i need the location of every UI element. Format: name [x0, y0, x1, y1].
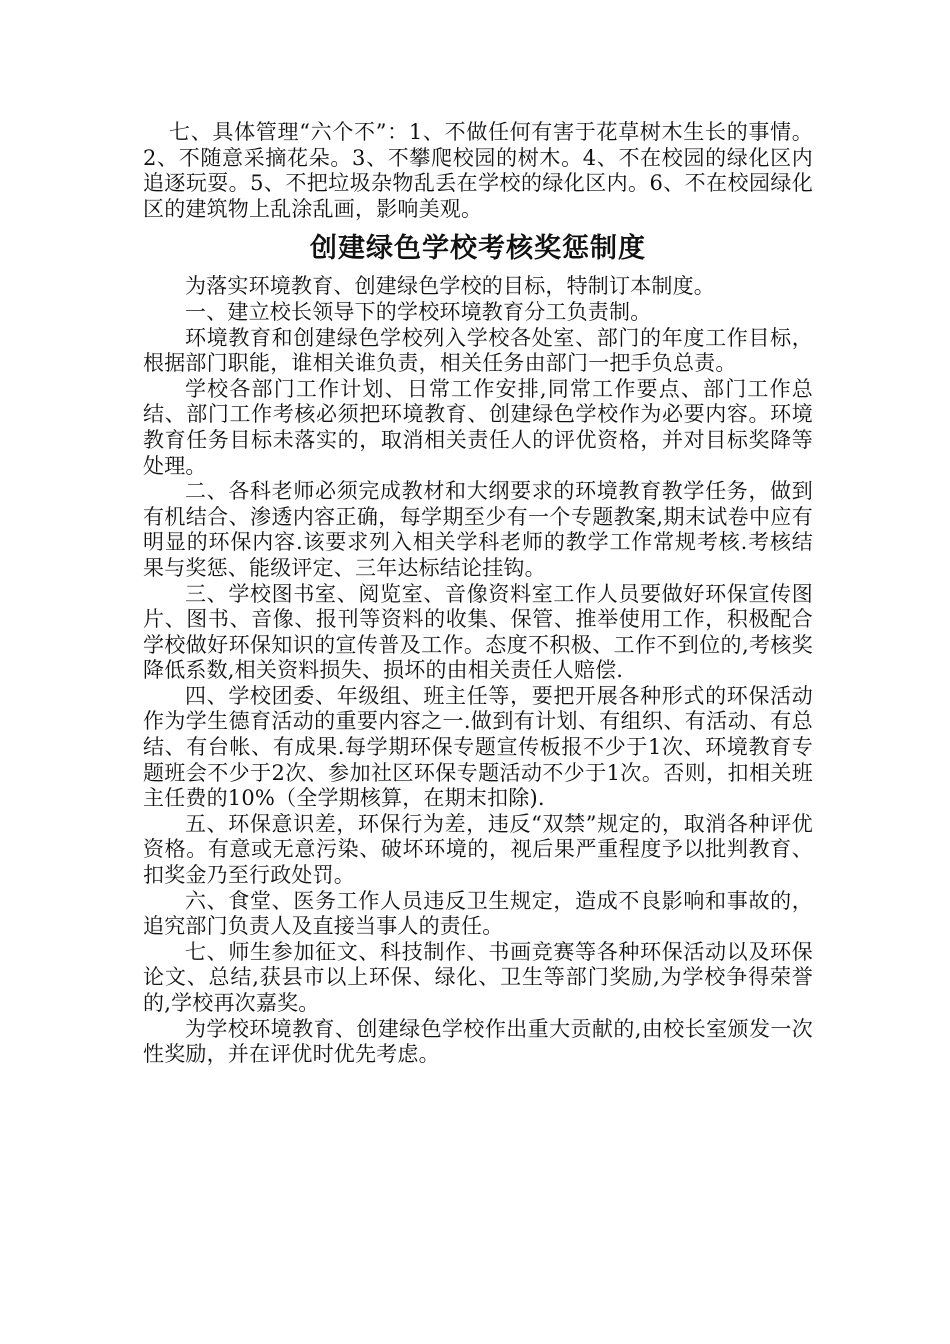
- paragraph: 二、各科老师必须完成教材和大纲要求的环境教育教学任务，做到有机结合、渗透内容正确，每学期至少有一个专题教案,期末试卷中应有明显的环保内容.该要求列入相关学科老师的教学工作常规考核.考核结果与奖惩、能级评定、三年达标结论挂钩。: [143, 479, 813, 580]
- paragraph: 一、建立校长领导下的学校环境教育分工负责制。: [185, 299, 652, 324]
- paragraph: 为落实环境教育、创建绿色学校的目标，特制订本制度。: [185, 274, 715, 299]
- intro-paragraph: 七、具体管理“六个不”：1、不做任何有害于花草树木生长的事情。2、不随意采摘花朵。3、不攀爬校园的树木。4、不在校园的绿化区内追逐玩耍。5、不把垃圾杂物乱丢在学校的绿化区内。6、不在校园绿化区的建筑物上乱涂乱画，影响美观。: [143, 120, 813, 221]
- paragraph: 为学校环境教育、创建绿色学校作出重大贡献的,由校长室颁发一次性奖励，并在评优时优先考虑。: [143, 1016, 813, 1067]
- paragraph: 三、学校图书室、阅览室、音像资料室工作人员要做好环保宣传图片、图书、音像、报刊等资料的收集、保管、推举使用工作，积极配合学校做好环保知识的宣传普及工作。态度不积极、工作不到位的,考核奖降低系数,相关资料损失、损坏的由相关责任人赔偿.: [143, 581, 813, 683]
- document-page: [143, 120, 813, 1068]
- paragraph: 四、学校团委、年级组、班主任等，要把开展各种形式的环保活动作为学生德育活动的重要内容之一.做到有计划、有组织、有活动、有总结、有台帐、有成果.每学期环保专题宣传板报不少于1次、环境教育专题班会不少于2次、参加社区环保专题活动不少于1次。否则，扣相关班主任费的10%（全学期核算，在期末扣除).: [143, 683, 813, 811]
- paragraph: 学校各部门工作计划、日常工作安排,同常工作要点、部门工作总结、部门工作考核必须把环境教育、创建绿色学校作为必要内容。环境教育任务目标未落实的，取消相关责任人的评优资格，并对目标奖降等处理。: [143, 376, 813, 478]
- paragraph: 五、环保意识差，环保行为差，违反“双禁”规定的，取消各种评优资格。有意或无意污染、破坏环境的，视后果严重程度予以批判教育、扣奖金乃至行政处罚。: [143, 811, 813, 888]
- paragraph: 六、食堂、医务工作人员违反卫生规定，造成不良影响和事故的，追究部门负责人及直接当事人的责任。: [143, 888, 813, 939]
- paragraph: 七、师生参加征文、科技制作、书画竞赛等各种环保活动以及环保论文、总结,获县市以上环保、绿化、卫生等部门奖励,为学校争得荣誉的,学校再次嘉奖。: [143, 939, 813, 1015]
- document-title: 创建绿色学校考核奖惩制度: [310, 233, 646, 265]
- paragraph: 环境教育和创建绿色学校列入学校各处室、部门的年度工作目标，根据部门职能，谁相关谁负责，相关任务由部门一把手负总责。: [143, 325, 813, 376]
